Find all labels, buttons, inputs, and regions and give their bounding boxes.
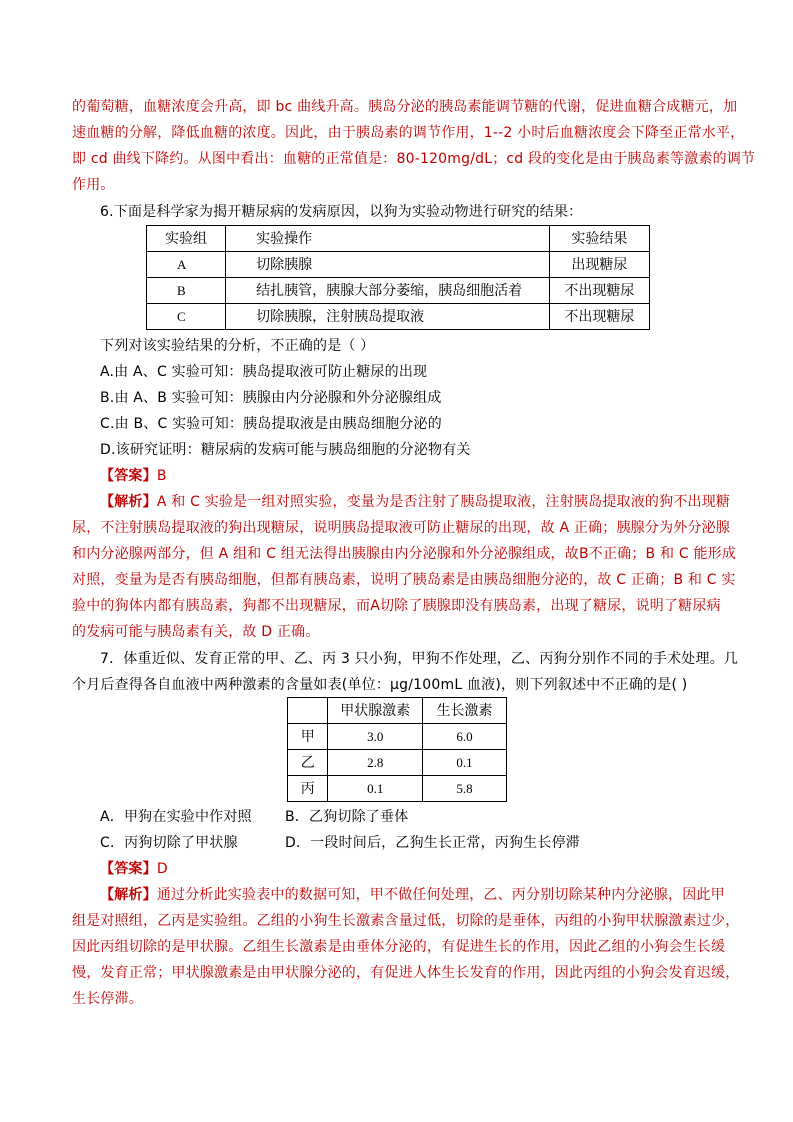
- answer-value: B: [156, 468, 167, 484]
- q7-analysis-line-4: 慢，发育正常；甲状腺激素是由甲状腺分泌的，有促进人体生长发育的作用，因此丙组的小狗会发育迟缓，: [72, 965, 740, 981]
- q6-option-d: D.该研究证明：糖尿病的发病可能与胰岛细胞的分泌物有关: [100, 442, 471, 458]
- table-cell: 切除胰腺，注射胰岛提取液: [226, 304, 550, 330]
- table-cell: 不出现糖尿: [549, 304, 649, 330]
- q7-analysis-line-3: 因此丙组切除的是甲状腺。乙组生长激素是由垂体分泌的，有促进生长的作用，因此乙组的小狗会生长缓: [72, 939, 726, 955]
- q6-analysis-line-4: 对照，变量为是否有胰岛细胞，但都有胰岛素，说明了胰岛素是由胰岛细胞分泌的，故 C 正确；B 和 C 实: [72, 572, 736, 588]
- q7-header-thyroid: 甲状腺激素: [328, 698, 422, 724]
- q7-answer: [100, 860, 168, 878]
- analysis-text: 通过分析此实验表中的数据可知，甲不做任何处理，乙、丙分别切除某种内分泌腺，因此甲: [156, 887, 725, 903]
- q6-analysis-line-2: 尿，不注射胰岛提取液的狗出现糖尿，说明胰岛提取液可防止糖尿的出现，故 A 正确；胰腺分为外分泌腺: [72, 520, 731, 536]
- q6-header-group: 实验组: [147, 226, 226, 252]
- table-cell: 5.8: [422, 776, 506, 802]
- q6-analysis-line-5: 验中的狗体内都有胰岛素，狗都不出现糖尿，而A切除了胰腺即没有胰岛素，出现了糖尿，说明了糖尿病: [72, 598, 721, 614]
- intro-line-1: 的葡萄糖，血糖浓度会升高，即 bc 曲线升高。胰岛分泌的胰岛素能调节糖的代谢，促进血糖合成糖元，加: [72, 99, 738, 115]
- q6-analysis-line-1: [100, 493, 730, 511]
- q6-option-a: A.由 A、C 实验可知：胰岛提取液可防止糖尿的出现: [100, 364, 428, 380]
- analysis-label: 【解析】: [100, 887, 157, 903]
- q7-analysis-line-2: 组是对照组，乙丙是实验组。乙组的小狗生长激素含量过低，切除的是垂体，丙组的小狗甲状腺激素过少，: [72, 913, 740, 929]
- q7-analysis-line-5: 生长停滞。: [72, 991, 143, 1007]
- intro-line-2: 速血糖的分解，降低血糖的浓度。因此，由于胰岛素的调节作用，1--2 小时后血糖浓度会下降至正常水平，: [72, 125, 745, 141]
- table-row: [147, 304, 650, 330]
- q6-question: 下列对该实验结果的分析，不正确的是（ ）: [100, 338, 375, 354]
- q7-option-c: C．丙狗切除了甲状腺: [100, 835, 238, 851]
- table-row: [147, 226, 650, 252]
- table-cell: 结扎胰管，胰腺大部分萎缩，胰岛细胞活着: [226, 278, 550, 304]
- q7-stem-line-2: 个月后查得各自血液中两种激素的含量如表(单位：μg/100mL 血液)，则下列叙述中不正确的是( ): [72, 677, 688, 693]
- intro-line-4: 作用。: [72, 177, 115, 193]
- table-row: [288, 776, 507, 802]
- analysis-label: 【解析】: [100, 494, 157, 510]
- table-cell: 0.1: [328, 776, 422, 802]
- table-cell: 出现糖尿: [549, 252, 649, 278]
- table-row: [288, 698, 507, 724]
- table-cell: 2.8: [328, 750, 422, 776]
- table-row: [147, 278, 650, 304]
- q6-header-result: 实验结果: [549, 226, 649, 252]
- table-cell: [288, 698, 328, 724]
- q7-option-b: B．乙狗切除了垂体: [285, 809, 409, 825]
- q6-option-c: C.由 B、C 实验可知：胰岛提取液是由胰岛细胞分泌的: [100, 416, 442, 432]
- answer-label: 【答案】: [100, 861, 157, 877]
- q6-header-operation: 实验操作: [226, 226, 550, 252]
- answer-label: 【答案】: [100, 468, 157, 484]
- table-cell: 6.0: [422, 724, 506, 750]
- table-cell: 甲: [288, 724, 328, 750]
- table-row: [147, 252, 650, 278]
- table-cell: A: [147, 252, 226, 278]
- table-cell: 3.0: [328, 724, 422, 750]
- table-cell: 乙: [288, 750, 328, 776]
- q7-table: [287, 697, 507, 802]
- table-cell: B: [147, 278, 226, 304]
- q7-analysis-line-1: [100, 886, 725, 904]
- analysis-text: A 和 C 实验是一组对照实验，变量为是否注射了胰岛提取液，注射胰岛提取液的狗不出现糖: [156, 494, 731, 510]
- q6-answer: [100, 467, 167, 485]
- q6-table: [146, 225, 650, 330]
- q6-option-b: B.由 A、B 实验可知：胰腺由内分泌腺和外分泌腺组成: [100, 390, 442, 406]
- intro-line-3: 即 cd 曲线下降约。从图中看出：血糖的正常值是：80-120mg/dL；cd 段的变化是由于胰岛素等激素的调节: [72, 151, 756, 167]
- table-cell: 不出现糖尿: [549, 278, 649, 304]
- q7-option-d: D．一段时间后，乙狗生长正常，丙狗生长停滞: [285, 835, 580, 851]
- q6-stem: 6.下面是科学家为揭开糖尿病的发病原因，以狗为实验动物进行研究的结果：: [100, 204, 583, 220]
- answer-value: D: [156, 861, 168, 877]
- table-cell: 0.1: [422, 750, 506, 776]
- q6-analysis-line-3: 和内分泌腺两部分，但 A 组和 C 组无法得出胰腺由内分泌腺和外分泌腺组成，故B不正确；B 和 C 能形成: [72, 546, 737, 562]
- table-cell: 切除胰腺: [226, 252, 550, 278]
- table-row: [288, 750, 507, 776]
- q7-option-a: A．甲狗在实验中作对照: [100, 809, 252, 825]
- q6-analysis-line-6: 的发病可能与胰岛素有关，故 D 正确。: [72, 624, 320, 640]
- table-cell: C: [147, 304, 226, 330]
- q7-header-growth: 生长激素: [422, 698, 506, 724]
- table-row: [288, 724, 507, 750]
- table-cell: 丙: [288, 776, 328, 802]
- q7-stem-line-1: 7．体重近似、发育正常的甲、乙、丙 3 只小狗，甲狗不作处理，乙、丙狗分别作不同的手术处理。几: [100, 651, 739, 667]
